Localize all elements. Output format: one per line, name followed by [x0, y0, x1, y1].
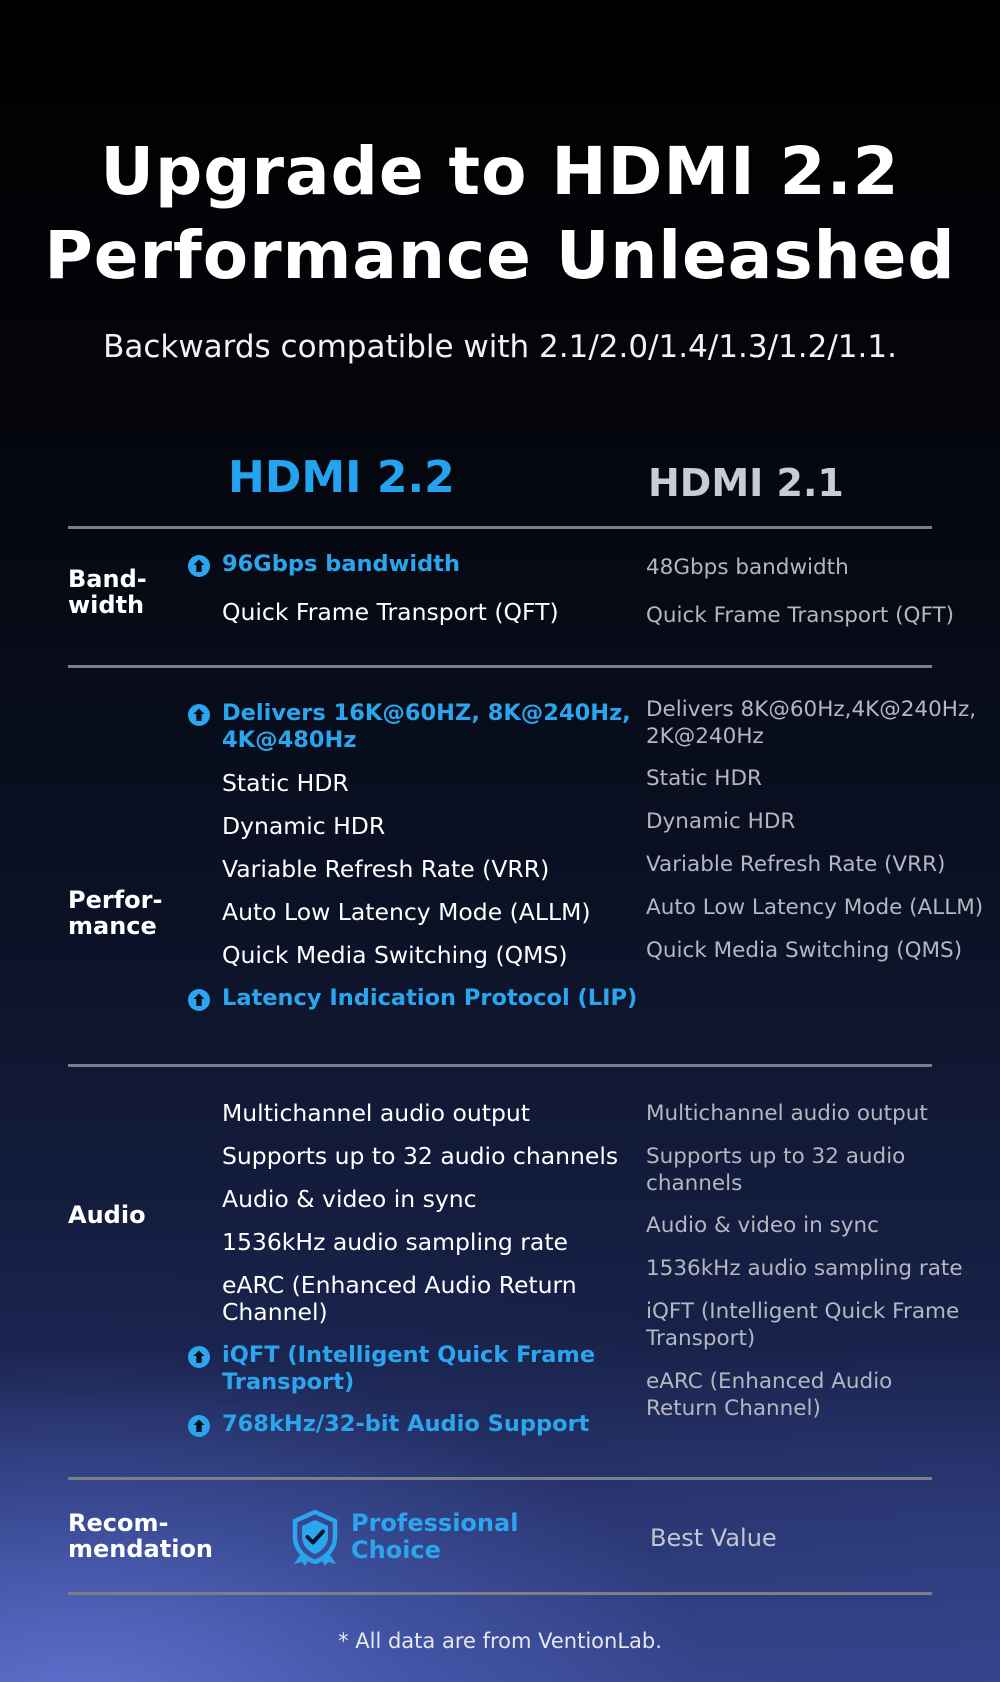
- row-label-line: mendation: [68, 1535, 214, 1563]
- feature-new: 768kHz/32-bit Audio Support: [222, 1411, 590, 1437]
- feature-new: Auto Low Latency Mode (ALLM): [222, 898, 591, 926]
- feature-old: 48Gbps bandwidth: [646, 555, 849, 580]
- recommendation-old: Best Value: [650, 1524, 777, 1552]
- footnote: * All data are from VentionLab.: [338, 1629, 662, 1653]
- divider: [68, 1477, 932, 1480]
- feature-old: Quick Media Switching (QMS): [646, 938, 963, 963]
- feature-line: Delivers 16K@60HZ, 8K@240Hz,: [222, 700, 631, 726]
- feature-new: Static HDR: [222, 769, 349, 797]
- row-label-line: width: [68, 591, 145, 619]
- feature-new: [222, 700, 631, 754]
- row-label-line: mance: [68, 912, 157, 940]
- feature-new: Latency Indication Protocol (LIP): [222, 985, 638, 1011]
- badge-check-icon: [290, 1510, 340, 1566]
- arrow-up-circle-icon: [187, 554, 211, 578]
- feature-line: eARC (Enhanced Audio: [646, 1369, 893, 1394]
- feature-line: Delivers 8K@60Hz,4K@240Hz,: [646, 697, 977, 722]
- row-label-line: Band-: [68, 565, 147, 593]
- feature-new: Multichannel audio output: [222, 1099, 531, 1127]
- feature-old: Static HDR: [646, 766, 762, 791]
- feature-new: [222, 1342, 595, 1396]
- page-title-line-1: Upgrade to HDMI 2.2: [100, 133, 900, 210]
- feature-new: Dynamic HDR: [222, 812, 386, 840]
- feature-new: Quick Frame Transport (QFT): [222, 598, 559, 626]
- feature-line: 2K@240Hz: [646, 724, 764, 749]
- feature-line: iQFT (Intelligent Quick Frame: [222, 1342, 596, 1368]
- recommendation-line: Choice: [351, 1536, 441, 1564]
- feature-old: [646, 696, 976, 750]
- divider: [68, 665, 932, 668]
- feature-new: Variable Refresh Rate (VRR): [222, 855, 550, 883]
- feature-old: Auto Low Latency Mode (ALLM): [646, 895, 984, 920]
- feature-line: iQFT (Intelligent Quick Frame: [646, 1299, 960, 1324]
- recommendation-new: [351, 1510, 518, 1564]
- row-label-recommendation: [68, 1510, 218, 1562]
- row-label-line: Perfor-: [68, 886, 163, 914]
- arrow-up-circle-icon: [187, 703, 211, 727]
- feature-old: Dynamic HDR: [646, 809, 796, 834]
- feature-new: [222, 1272, 577, 1326]
- feature-line: Supports up to 32 audio: [646, 1144, 906, 1169]
- feature-line: Return Channel): [646, 1396, 821, 1421]
- arrow-up-circle-icon: [187, 1345, 211, 1369]
- feature-old: [646, 1298, 959, 1352]
- divider: [68, 526, 932, 529]
- feature-old: [646, 1143, 905, 1197]
- feature-line: channels: [646, 1171, 743, 1196]
- feature-old: Audio & video in sync: [646, 1213, 879, 1238]
- feature-old: Multichannel audio output: [646, 1101, 928, 1126]
- feature-line: Channel): [222, 1298, 328, 1326]
- feature-line: eARC (Enhanced Audio Return: [222, 1271, 577, 1299]
- page-subtitle: Backwards compatible with 2.1/2.0/1.4/1.3/1.2/1.1.: [103, 329, 897, 365]
- feature-line: Transport): [646, 1326, 756, 1351]
- row-label-line: Recom-: [68, 1509, 169, 1537]
- feature-old: Variable Refresh Rate (VRR): [646, 852, 946, 877]
- feature-new: Supports up to 32 audio channels: [222, 1142, 619, 1170]
- feature-old: Quick Frame Transport (QFT): [646, 603, 954, 628]
- arrow-up-circle-icon: [187, 1414, 211, 1438]
- column-header-hdmi-2-2: HDMI 2.2: [228, 452, 455, 503]
- feature-new: 96Gbps bandwidth: [222, 551, 461, 577]
- column-header-hdmi-2-1: HDMI 2.1: [648, 461, 844, 505]
- feature-new: Audio & video in sync: [222, 1185, 477, 1213]
- feature-line: Transport): [222, 1369, 355, 1395]
- page-header: [0, 130, 1000, 298]
- feature-old: [646, 1368, 892, 1422]
- recommendation-line: Professional: [351, 1509, 519, 1537]
- feature-old: 1536kHz audio sampling rate: [646, 1256, 963, 1281]
- arrow-up-circle-icon: [187, 988, 211, 1012]
- page-title-line-2: Performance Unleashed: [44, 217, 956, 294]
- feature-new: Quick Media Switching (QMS): [222, 941, 568, 969]
- divider: [68, 1064, 932, 1067]
- row-label-audio: Audio: [68, 1201, 146, 1229]
- row-label-performance: [68, 887, 218, 939]
- feature-line: 4K@480Hz: [222, 727, 357, 753]
- divider: [68, 1592, 932, 1595]
- feature-new: 1536kHz audio sampling rate: [222, 1228, 569, 1256]
